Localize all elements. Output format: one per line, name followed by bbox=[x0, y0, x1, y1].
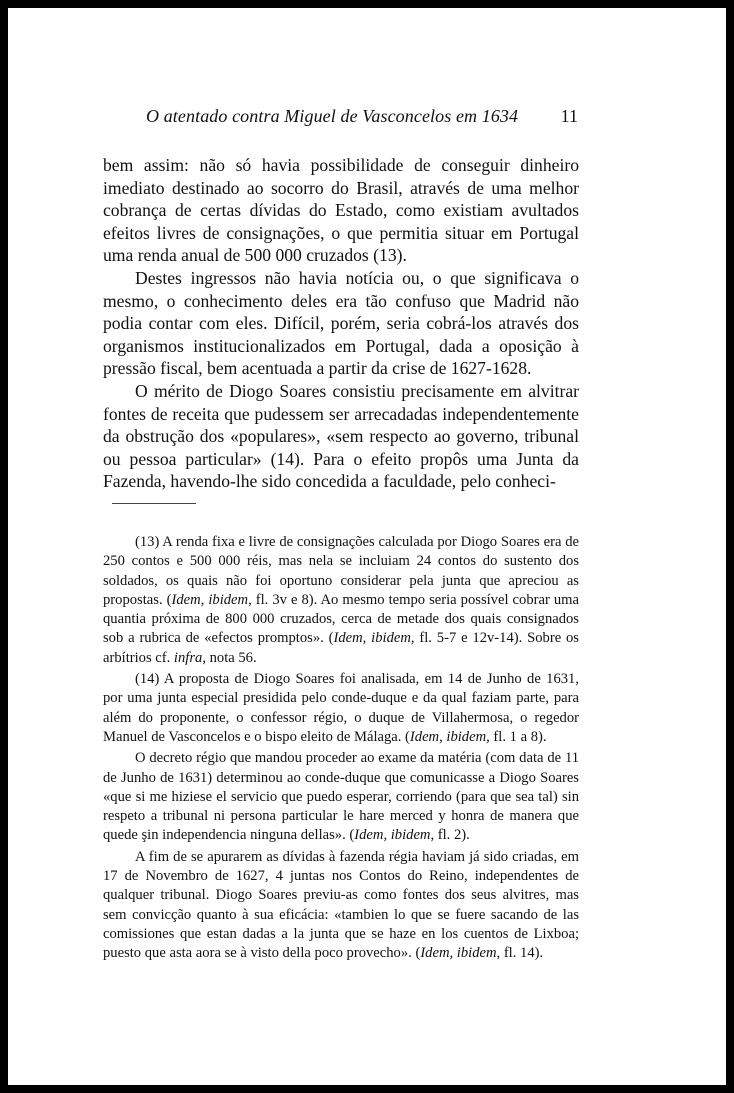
footnote-14-juntas: A fim de se apurarem as dívidas à fazenda régia haviam já sido criadas, em 17 de Novembro de 1627, 4 juntas nos Contos do Reino, independentes de qualquer tribunal. Diogo Soares previu-as como fontes dos seus alvitres, mas sem convicção quanto à sua eficácia: «tambien lo que se fuere sacando de las comissiones que estan dadas a la junta que se haze en los cuentos de Lixboa; puesto que asta aora se à visto della poco provecho». (Idem, ibidem, fl. 14). bbox=[103, 848, 579, 962]
page-number: 11 bbox=[560, 106, 578, 126]
footnote-13: (13) A renda fixa e livre de consignações calculada por Diogo Soares era de 250 contos e 500 000 réis, mas nela se incluiam 24 contos do sustento dos soldados, os quais não foi oportuno considerar pela junta que apreciou as propostas. (Idem, ibidem, fl. 3v e 8). Ao mesmo tempo seria possível cobrar uma quantia próxima de 800 000 cruzados, cerca de metade dos quais consignados sob a rubrica de «efectos promptos». (Idem, ibidem, fl. 5-7 e 12v-14). Sobre os arbítrios cf. infra, nota 56. bbox=[103, 534, 579, 666]
paragraph-3: O mérito de Diogo Soares consistiu precisamente em alvitrar fontes de receita que pudessem ser arrecadadas independentemente da obstrução dos «populares», «sem respecto ao governo, tribunal ou pessoa particular» (14). Para o efeito propôs uma Junta da Fazenda, havendo-lhe sido concedida a faculdade, pelo conheci- bbox=[103, 380, 579, 492]
footnotes bbox=[103, 533, 579, 966]
body-text bbox=[103, 154, 579, 493]
paragraph-2: Destes ingressos não havia notícia ou, o que significava o mesmo, o conhecimento deles era tão confuso que Madrid não podia contar com eles. Difícil, porém, seria cobrá-los através dos organismos institucionalizados em Portugal, dada a oposição à pressão fiscal, bem acentuada a partir da crise de 1627-1628. bbox=[103, 267, 579, 379]
footnote-14-decree: O decreto régio que mandou proceder ao exame da matéria (com data de 11 de Junho de 1631) determinou ao conde-duque que comunicasse a Diogo Soares «que si me hiziese el servicio que puedo esperar, corriendo (para que sea tal) sin respeto a tribunal ni persona particular le hare merced y honra de manera que quede şin independencia ninguna dellas». (Idem, ibidem, fl. 2). bbox=[103, 750, 579, 844]
footnote-separator bbox=[112, 503, 196, 504]
running-title: O atentado contra Miguel de Vasconcelos em 1634 bbox=[146, 106, 519, 126]
document-page bbox=[8, 8, 726, 1085]
running-header bbox=[146, 106, 578, 130]
footnote-14: (14) A proposta de Diogo Soares foi analisada, em 14 de Junho de 1631, por uma junta especial presidida pelo conde-duque e da qual faziam parte, para além do proponente, o confessor régio, o duque de Villahermosa, o regedor Manuel de Vasconcelos e o bispo eleito de Málaga. (Idem, ibidem, fl. 1 a 8). bbox=[103, 671, 579, 745]
paragraph-1: bem assim: não só havia possibilidade de conseguir dinheiro imediato destinado ao socorro do Brasil, através de uma melhor cobrança de certas dívidas do Estado, como existiam avultados efeitos livres de consignações, o que permitia situar em Portugal uma renda anual de 500 000 cruzados (13). bbox=[103, 155, 579, 266]
